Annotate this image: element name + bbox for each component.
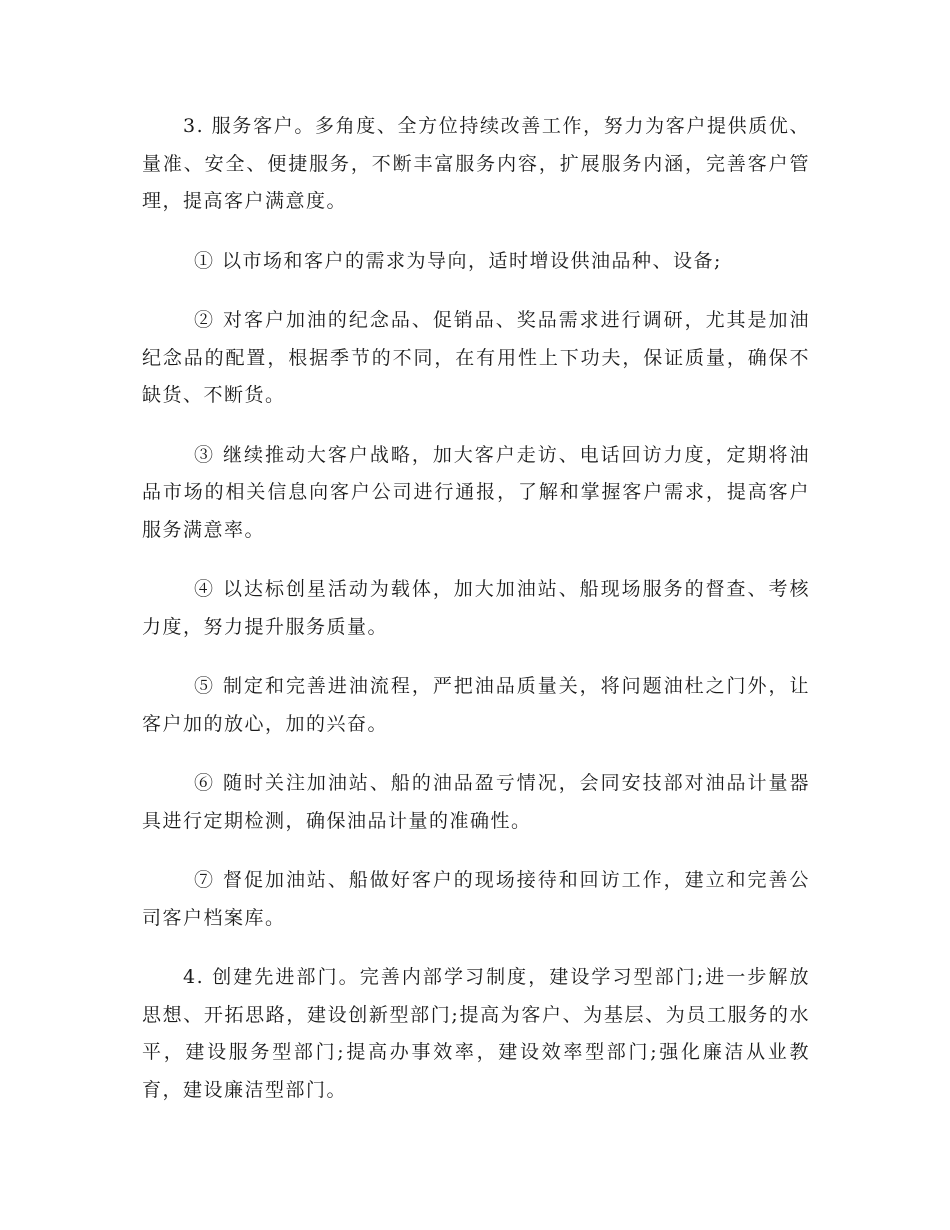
list-item-5: ⑤ 制定和完善进油流程，严把油品质量关，将问题油杜之门外，让客户加的放心，加的兴奋。 bbox=[142, 675, 810, 735]
list-item-1: ① 以市场和客户的需求为导向，适时增设供油品种、设备; bbox=[194, 249, 722, 272]
document-body bbox=[142, 108, 810, 1131]
list-item-2: ② 对客户加油的纪念品、促销品、奖品需求进行调研，尤其是加油纪念品的配置，根据季节的不同，在有用性上下功夫，保证质量，确保不缺货、不断货。 bbox=[142, 309, 810, 406]
list-item-7: ⑦ 督促加油站、船做好客户的现场接待和回访工作，建立和完善公司客户档案库。 bbox=[142, 869, 810, 929]
paragraph-service-customers: 3. 服务客户。多角度、全方位持续改善工作，努力为客户提供质优、量准、安全、便捷服务，不断丰富服务内容，扩展服务内涵，完善客户管理，提高客户满意度。 bbox=[142, 115, 810, 212]
paragraph-advanced-department: 4. 创建先进部门。完善内部学习制度，建设学习型部门;进一步解放思想、开拓思路，建设创新型部门;提高为客户、为基层、为员工服务的水平，建设服务型部门;提高办事效率，建设效率型部门;强化廉洁从业教育，建设廉洁型部门。 bbox=[142, 966, 810, 1101]
list-item-3: ③ 继续推动大客户战略，加大客户走访、电话回访力度，定期将油品市场的相关信息向客户公司进行通报，了解和掌握客户需求，提高客户服务满意率。 bbox=[142, 443, 810, 541]
list-item-6: ⑥ 随时关注加油站、船的油品盈亏情况，会同安技部对油品计量器具进行定期检测，确保油品计量的准确性。 bbox=[142, 772, 810, 832]
list-item-4: ④ 以达标创星活动为载体，加大加油站、船现场服务的督查、考核力度，努力提升服务质量。 bbox=[142, 578, 810, 638]
